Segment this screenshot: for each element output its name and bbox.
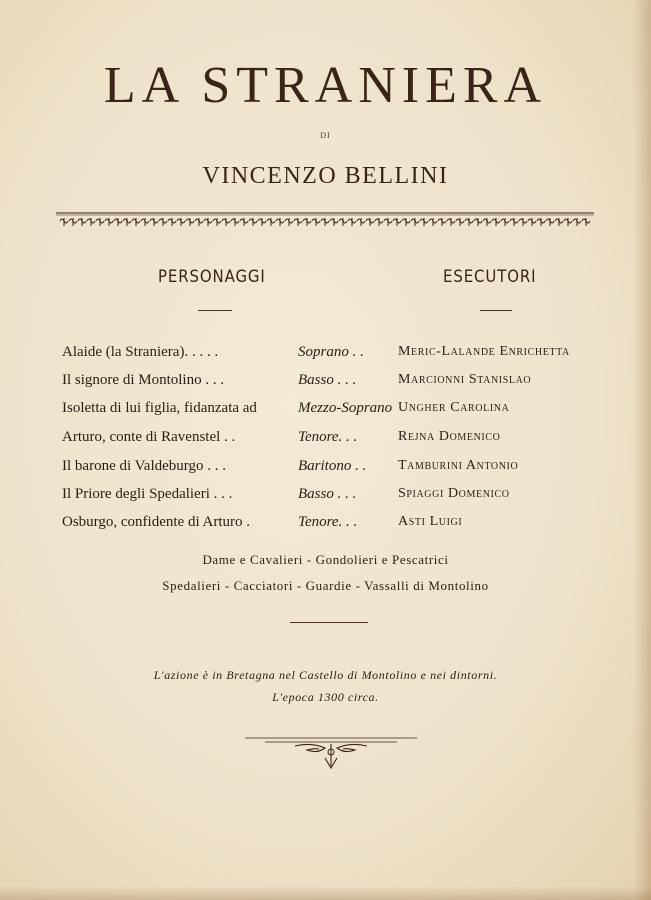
voice-type: Basso . . . xyxy=(298,486,357,502)
voice-type: Soprano . . xyxy=(298,344,364,360)
performer-name: Asti Luigi xyxy=(398,514,463,529)
cast-row xyxy=(0,486,651,510)
character-name: Osburgo, confidente di Arturo . xyxy=(62,514,251,530)
performer-name: Ungher Carolina xyxy=(398,400,510,415)
setting-note: L'azione è in Bretagna nel Castello di Montolino e nei dintorni. xyxy=(153,668,498,682)
section-divider xyxy=(290,622,368,623)
voice-type: Mezzo-Soprano xyxy=(298,400,393,416)
voice-type: Tenore. . . xyxy=(298,514,358,530)
voice-type: Basso . . . xyxy=(298,372,357,388)
cast-row xyxy=(0,458,651,482)
cast-row xyxy=(0,400,651,424)
performer-name: Rejna Domenico xyxy=(398,429,501,444)
decorative-border xyxy=(56,211,594,229)
period-note: L'epoca 1300 circa. xyxy=(272,690,379,704)
chorus-line: Dame e Cavalieri - Gondolieri e Pescatrici xyxy=(202,552,449,567)
by-label: DI xyxy=(320,131,331,140)
esecutori-heading: ESECUTORI xyxy=(443,267,537,287)
performer-name: Meric-Lalande Enrichetta xyxy=(398,344,570,359)
opera-title: LA STRANIERA xyxy=(103,57,548,114)
voice-type: Baritono . . xyxy=(298,458,367,474)
character-name: Il barone di Valdeburgo . . . xyxy=(62,458,226,474)
character-name: Isoletta di lui figlia, fidanzata ad xyxy=(62,400,257,416)
performer-name: Marcionni Stanislao xyxy=(398,372,532,387)
chorus-line: Spedalieri - Cacciatori - Guardie - Vassalli di Montolino xyxy=(162,578,489,593)
cast-row xyxy=(0,344,651,368)
composer-name: VINCENZO BELLINI xyxy=(202,163,449,189)
character-name: Arturo, conte di Ravenstel . . xyxy=(62,429,236,445)
performer-name: Tamburini Antonio xyxy=(398,458,519,473)
character-name: Alaide (la Straniera). . . . . xyxy=(62,344,219,360)
personaggi-rule xyxy=(198,310,232,311)
esecutori-rule xyxy=(480,310,512,311)
character-name: Il Priore degli Spedalieri . . . xyxy=(62,486,233,502)
personaggi-heading: PERSONAGGI xyxy=(158,267,266,287)
fleuron-ornament xyxy=(245,734,417,774)
character-name: Il signore di Montolino . . . xyxy=(62,372,225,388)
voice-type: Tenore. . . xyxy=(298,429,358,445)
cast-row xyxy=(0,372,651,396)
cast-row xyxy=(0,514,651,538)
cast-row xyxy=(0,429,651,453)
page-bottom-shadow xyxy=(0,886,651,900)
performer-name: Spiaggi Domenico xyxy=(398,486,510,501)
